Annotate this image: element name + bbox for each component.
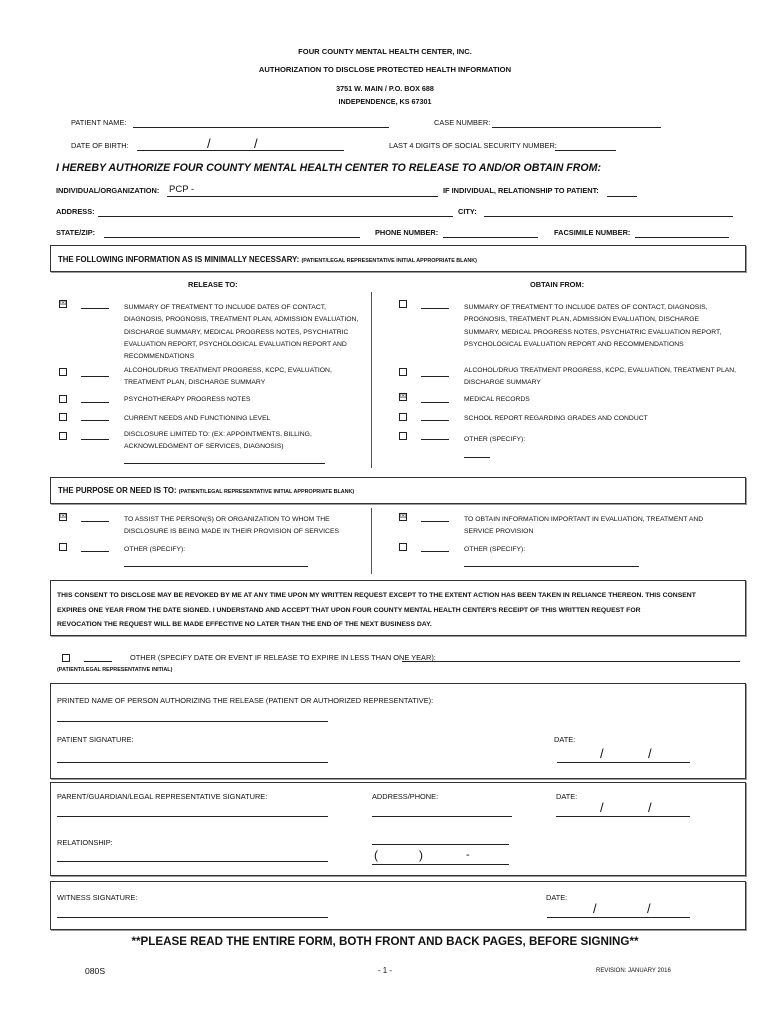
phone-paren-open: ( [374, 848, 378, 862]
release-checkbox[interactable] [59, 368, 67, 376]
release-item-psychotherapy: PSYCHOTHERAPY PROGRESS NOTES [124, 396, 251, 403]
patient-signature-label: PATIENT SIGNATURE: [57, 735, 134, 744]
page-number: - 1 - [377, 966, 393, 975]
initial-blank[interactable] [81, 521, 109, 522]
purpose-other-left-field[interactable] [124, 566, 308, 567]
case-number-field[interactable] [492, 127, 661, 128]
release-item-needs: CURRENT NEEDS AND FUNCTIONING LEVEL [124, 415, 271, 422]
printed-name-field[interactable] [57, 721, 328, 722]
phone-dash: - [466, 849, 470, 861]
obtain-from-header: OBTAIN FROM: [530, 280, 585, 289]
initial-blank[interactable] [81, 402, 109, 403]
release-checkbox[interactable]: ☒ [60, 300, 67, 307]
purpose-other-left: OTHER (SPECIFY): [124, 546, 186, 553]
city-field[interactable] [484, 216, 733, 217]
printed-name-label: PRINTED NAME OF PERSON AUTHORIZING THE RELEASE (PATIENT OR AUTHORIZED REPRESENTATIVE): [57, 696, 434, 705]
release-item-summary: SUMMARY OF TREATMENT TO INCLUDE DATES OF CONTACT, DIAGNOSIS, PROGNOSIS, TREATMENT PLAN, ADMISSION EVALUATION, DISCHARGE SUMMARY, MEDICAL PROGRESS NOTES, PSYCHIATRIC EVALUATION REPORT, PSYCHOLOGICAL EVALUATION REPORT AND RECOMMENDATIONS [124, 304, 359, 361]
guardian-phone-field[interactable] [372, 864, 509, 865]
obtain-item-summary: SUMMARY OF TREATMENT TO INCLUDE DATES OF CONTACT, DIAGNOSIS, PROGNOSIS, TREATMENT PLAN, ADMISSION EVALUATION, DISCHARGE SUMMARY, MEDICAL PROGRESS NOTES, PSYCHIATRIC EVALUATION REPORT, PSYCHOLOGICAL EVALUATION REPORT AND RECOMMENDATIONS [464, 304, 722, 348]
state-zip-label: STATE/ZIP: [56, 228, 96, 237]
obtain-item-school: SCHOOL REPORT REGARDING GRADES AND CONDUCT [464, 415, 648, 422]
date-separator: / [600, 746, 604, 761]
release-item-limited: DISCLOSURE LIMITED TO: (EX: APPOINTMENTS, BILLING, ACKNOWLEDGMENT OF SERVICES, DIAGNOSIS) [124, 431, 312, 451]
fax-field[interactable] [635, 237, 729, 238]
purpose-checkbox[interactable] [59, 543, 67, 551]
initial-blank[interactable] [81, 376, 109, 377]
dob-separator: / [207, 136, 211, 151]
dob-separator: / [254, 136, 258, 151]
expire-checkbox[interactable] [62, 654, 70, 662]
date-separator: / [648, 746, 652, 761]
state-zip-field[interactable] [104, 237, 360, 238]
form-code: 080S [85, 966, 106, 976]
initial-blank[interactable] [421, 439, 449, 440]
relationship-label: IF INDIVIDUAL, RELATIONSHIP TO PATIENT: [443, 186, 599, 195]
witness-date-field[interactable] [547, 917, 690, 918]
release-checkbox[interactable] [59, 432, 67, 440]
fax-label: FACSIMILE NUMBER: [554, 228, 631, 237]
purpose-checkbox[interactable] [399, 543, 407, 551]
date-label: DATE: [554, 735, 576, 744]
ssn-field[interactable] [555, 150, 616, 151]
guardian-signature-label: PARENT/GUARDIAN/LEGAL REPRESENTATIVE SIGNATURE: [57, 792, 268, 801]
witness-signature-label: WITNESS SIGNATURE: [57, 893, 138, 902]
expire-field[interactable] [402, 661, 740, 662]
date-separator: / [593, 901, 597, 916]
column-divider [371, 292, 372, 468]
release-item-alcohol: ALCOHOL/DRUG TREATMENT PROGRESS, KCPC, EVALUATION, TREATMENT PLAN, DISCHARGE SUMMARY [124, 367, 332, 387]
date-label: DATE: [556, 792, 578, 801]
date-label: DATE: [546, 893, 568, 902]
address-phone-label: ADDRESS/PHONE: [372, 792, 439, 801]
initial-blank[interactable] [84, 661, 112, 662]
patient-name-field[interactable] [133, 127, 389, 128]
obtain-item-medical-records: MEDICAL RECORDS [464, 396, 530, 403]
expire-note: (PATIENT/LEGAL REPRESENTATIVE INITIAL) [57, 667, 173, 673]
obtain-checkbox[interactable] [399, 368, 407, 376]
address-label: ADDRESS: [56, 207, 95, 216]
purpose-assist: TO ASSIST THE PERSON(S) OR ORGANIZATION TO WHOM THE DISCLOSURE IS BEING MADE IN THEIR PROVISION OF SERVICES [124, 516, 340, 536]
obtain-checkbox[interactable] [399, 300, 407, 308]
address-field[interactable] [98, 216, 453, 217]
obtain-item-alcohol: ALCOHOL/DRUG TREATMENT PROGRESS, KCPC, EVALUATION, TREATMENT PLAN, DISCHARGE SUMMARY [464, 367, 737, 387]
obtain-checkbox[interactable] [399, 432, 407, 440]
org-field[interactable] [167, 196, 438, 197]
org-name: FOUR COUNTY MENTAL HEALTH CENTER, INC. [298, 47, 472, 56]
patient-signature-field[interactable] [57, 762, 328, 763]
form-title: AUTHORIZATION TO DISCLOSE PROTECTED HEALTH INFORMATION [258, 65, 512, 74]
purpose-other-right-field[interactable] [464, 566, 639, 567]
initial-blank[interactable] [81, 420, 109, 421]
guardian-signature-field[interactable] [57, 816, 328, 817]
patient-name-label: PATIENT NAME: [71, 118, 127, 127]
obtain-other-field[interactable] [464, 457, 490, 458]
release-checkbox[interactable] [59, 413, 67, 421]
phone-label: PHONE NUMBER: [375, 228, 439, 237]
initial-blank[interactable] [421, 420, 449, 421]
purpose-heading: THE PURPOSE OR NEED IS TO: (PATIENT/LEGAL REPRESENTATIVE INITIAL APPROPRIATE BLANK) [58, 486, 355, 495]
initial-blank[interactable] [421, 521, 449, 522]
dob-field[interactable] [137, 150, 344, 151]
dob-label: DATE OF BIRTH: [71, 141, 129, 150]
info-heading: THE FOLLOWING INFORMATION AS IS MINIMALLY NECESSARY: (PATIENT/LEGAL REPRESENTATIVE INITIAL APPROPRIATE BLANK) [58, 255, 477, 264]
expire-label: OTHER (SPECIFY DATE OR EVENT IF RELEASE TO EXPIRE IN LESS THAN ONE YEAR): [130, 653, 436, 662]
case-number-label: CASE NUMBER: [434, 118, 491, 127]
initial-blank[interactable] [81, 308, 109, 309]
obtain-checkbox[interactable]: ☒ [400, 393, 407, 400]
consent-text: THIS CONSENT TO DISCLOSE MAY BE REVOKED BY ME AT ANY TIME UPON MY WRITTEN REQUEST EXCEPT TO THE EXTENT ACTION HAS BEEN TAKEN IN RELIANCE THEREON. THIS CONSENT EXPIRES ONE YEAR FROM THE DATE SIGNED. I UNDERSTAND AND ACCEPT THAT UPON FOUR COUNTY MENTAL HEALTH CENTER'S RECEIPT OF THIS WRITTEN REQUEST FOR REVOCATION THE REQUEST WILL BE MADE EFFECTIVE NO LATER THAN THE END OF THE NEXT BUSINESS DAY. [57, 592, 696, 628]
purpose-checkbox[interactable]: ☒ [400, 513, 407, 520]
relationship-sig-label: RELATIONSHIP: [57, 838, 113, 847]
date-separator: / [647, 901, 651, 916]
limited-specify-field[interactable] [124, 463, 325, 464]
org-value[interactable]: PCP - [169, 184, 195, 195]
revision-date: REVISION: JANUARY 2016 [596, 968, 671, 974]
date-separator: / [600, 800, 604, 815]
guardian-date-field[interactable] [556, 816, 690, 817]
witness-signature-field[interactable] [57, 917, 328, 918]
read-notice: **PLEASE READ THE ENTIRE FORM, BOTH FRONT AND BACK PAGES, BEFORE SIGNING** [131, 935, 639, 948]
obtain-item-other: OTHER (SPECIFY): [464, 436, 526, 443]
city-label: CITY: [458, 207, 477, 216]
date-separator: / [648, 800, 652, 815]
relationship-sig-field[interactable] [57, 861, 328, 862]
purpose-other-right: OTHER (SPECIFY): [464, 546, 526, 553]
purpose-checkbox[interactable]: ☒ [60, 513, 67, 520]
release-to-header: RELEASE TO: [188, 280, 238, 289]
authorize-heading: I HEREBY AUTHORIZE FOUR COUNTY MENTAL HEALTH CENTER TO RELEASE TO AND/OR OBTAIN FROM: [56, 162, 601, 174]
org-label: INDIVIDUAL/ORGANIZATION: [56, 186, 160, 195]
release-checkbox[interactable] [59, 395, 67, 403]
initial-blank[interactable] [421, 308, 449, 309]
purpose-obtain: TO OBTAIN INFORMATION IMPORTANT IN EVALUATION, TREATMENT AND SERVICE PROVISION [464, 516, 704, 536]
initial-blank[interactable] [421, 551, 449, 552]
ssn-label: LAST 4 DIGITS OF SOCIAL SECURITY NUMBER: [389, 141, 557, 150]
patient-date-field[interactable] [557, 762, 690, 763]
address-line-2: INDEPENDENCE, KS 67301 [338, 97, 432, 106]
column-divider [371, 508, 372, 574]
relationship-field[interactable] [607, 196, 637, 197]
witness-signature-box [50, 881, 746, 930]
initial-blank[interactable] [81, 439, 109, 440]
address-line-1: 3751 W. MAIN / P.O. BOX 688 [336, 84, 434, 93]
initial-blank[interactable] [421, 376, 449, 377]
phone-paren-close: ) [419, 848, 423, 862]
obtain-checkbox[interactable] [399, 413, 407, 421]
guardian-address-field[interactable] [372, 816, 512, 817]
initial-blank[interactable] [421, 402, 449, 403]
phone-field[interactable] [443, 237, 538, 238]
initial-blank[interactable] [81, 551, 109, 552]
guardian-address-field-2[interactable] [372, 844, 509, 845]
